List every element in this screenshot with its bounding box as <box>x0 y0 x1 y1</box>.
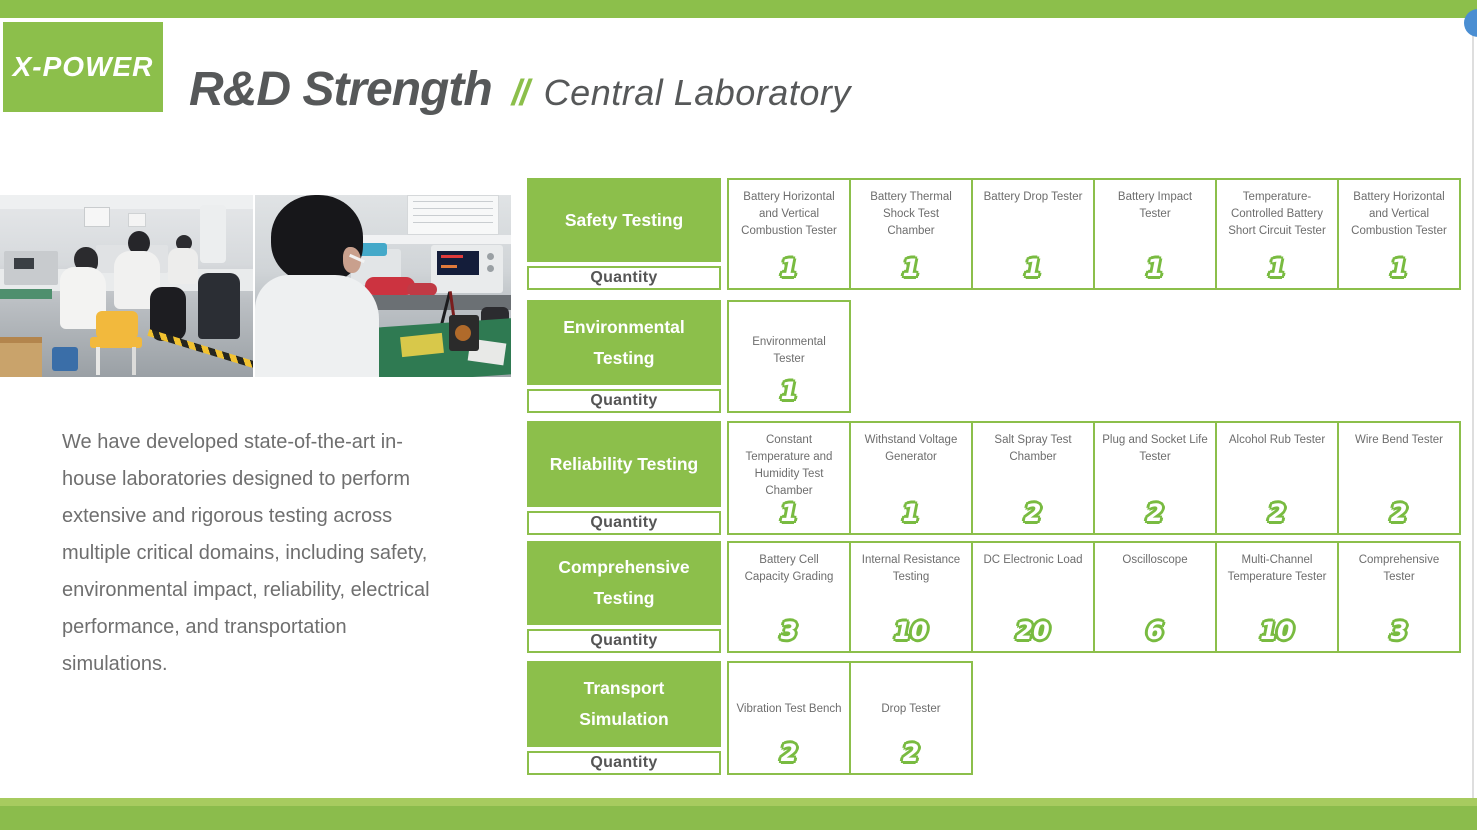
equipment-quantity: 10 <box>1260 617 1294 645</box>
equipment-name: Internal Resistance Testing <box>861 554 961 583</box>
page-subtitle: Central Laboratory <box>543 72 851 113</box>
equipment-quantity: 1 <box>1146 254 1164 282</box>
quantity-label: Quantity <box>590 269 658 286</box>
equipment-quantity: 20 <box>1016 617 1050 645</box>
display-digits <box>441 265 457 268</box>
display-digits <box>441 255 463 258</box>
equipment-quantity: 1 <box>1268 254 1286 282</box>
equipment-name: Alcohol Rub Tester <box>1228 434 1326 446</box>
equipment-name: Environmental Tester <box>752 336 826 365</box>
equipment-name: Oscilloscope <box>1122 554 1188 566</box>
page-header <box>189 62 851 117</box>
blue-bin <box>52 347 78 371</box>
equipment-quantity: 2 <box>1268 499 1286 527</box>
footer-bar-light <box>0 798 1477 806</box>
quantity-header <box>527 266 721 290</box>
equipment-name: Battery Thermal Shock Test Chamber <box>870 191 952 237</box>
yellow-chair-back <box>96 311 138 339</box>
equipment-cell <box>849 661 973 775</box>
equipment-cell <box>849 541 973 653</box>
equipment-name: Withstand Voltage Generator <box>864 434 958 463</box>
equipment-name: Comprehensive Tester <box>1358 554 1440 583</box>
equipment-cell <box>849 421 973 535</box>
quantity-header <box>527 389 721 413</box>
category-label: Environmental Testing <box>563 316 685 368</box>
category-label: Comprehensive Testing <box>558 557 690 608</box>
equipment-cell <box>1215 178 1339 290</box>
equipment-quantity: 2 <box>780 739 798 767</box>
brand-logo <box>3 22 163 112</box>
equipment-quantity: 2 <box>1024 499 1042 527</box>
equipment-quantity: 10 <box>894 617 928 645</box>
equipment-cell <box>727 421 851 535</box>
cardboard-box <box>0 337 42 377</box>
quantity-label: Quantity <box>590 632 658 649</box>
quantity-header <box>527 629 721 653</box>
copper-coil <box>455 325 471 341</box>
chair-leg <box>132 347 136 375</box>
wall-poster <box>128 213 146 227</box>
top-green-bar <box>0 0 1477 18</box>
equipment-name: Plug and Socket Life Tester <box>1102 434 1208 463</box>
equipment-cell <box>1215 421 1339 535</box>
equipment-quantity: 1 <box>902 254 920 282</box>
equipment-quantity: 1 <box>780 254 798 282</box>
table-row-transport <box>527 661 973 775</box>
title-slashes: // <box>511 72 528 113</box>
equipment-cell <box>1093 421 1217 535</box>
wall-poster <box>84 207 110 227</box>
quantity-header <box>527 511 721 535</box>
category-label: Transport Simulation <box>579 678 669 729</box>
category-label: Reliability Testing <box>549 453 699 474</box>
quantity-label: Quantity <box>590 392 658 409</box>
equipment-cell <box>971 178 1095 290</box>
equipment-name: Constant Temperature and Humidity Test Chamber <box>745 434 833 497</box>
equipment-cell <box>727 178 851 290</box>
equipment-name: Temperature-Controlled Battery Short Circuit Tester <box>1228 191 1326 237</box>
equipment-name: Battery Drop Tester <box>983 191 1083 203</box>
category-reliability-testing <box>527 421 721 507</box>
equipment-cell <box>1093 541 1217 653</box>
equipment-name: Battery Horizontal and Vertical Combustion Tester <box>1351 191 1447 237</box>
table-row-reliability <box>527 421 1461 535</box>
footer-bar-dark <box>0 806 1477 830</box>
table-row-environmental <box>527 300 851 413</box>
equipment-quantity: 2 <box>1390 499 1408 527</box>
equipment-quantity: 6 <box>1146 617 1164 645</box>
logo-text: X-POWER <box>12 51 154 82</box>
quantity-label: Quantity <box>590 514 658 531</box>
equipment-name: Wire Bend Tester <box>1355 434 1443 446</box>
ac-unit <box>200 205 226 263</box>
quantity-header <box>527 751 721 775</box>
equipment-cell <box>1337 541 1461 653</box>
equipment-cell <box>971 541 1095 653</box>
equipment-cell <box>727 661 851 775</box>
equipment-quantity: 1 <box>1390 254 1408 282</box>
equipment-name: Battery Impact Tester <box>1117 191 1193 220</box>
equipment-quantity: 1 <box>780 377 798 405</box>
equipment-quantity: 3 <box>1390 617 1408 645</box>
category-label: Safety Testing <box>564 209 684 230</box>
equipment-cell <box>849 178 973 290</box>
category-safety-testing <box>527 178 721 262</box>
equipment-quantity: 2 <box>902 739 920 767</box>
lab-photo-right <box>255 195 511 377</box>
instrument-knob <box>487 265 494 272</box>
table-row-safety <box>527 178 1461 290</box>
quantity-label: Quantity <box>590 754 658 771</box>
page-edge-line <box>1472 18 1474 798</box>
office-chair <box>198 273 240 339</box>
instrument-display <box>14 258 34 269</box>
category-environmental-testing <box>527 300 721 385</box>
equipment-cell <box>1337 178 1461 290</box>
equipment-name: DC Electronic Load <box>983 554 1083 566</box>
lab-photo-left <box>0 195 253 377</box>
equipment-cell <box>1093 178 1217 290</box>
equipment-cell <box>971 421 1095 535</box>
intro-paragraph: We have developed state-of-the-art in-house laboratories designed to perform extensive and rigorous testing across multiple critical domains, including safety, environmental impact, reliability, electrical performance, and transportation simulations. <box>62 431 430 675</box>
table-row-comprehensive <box>527 541 1461 653</box>
equipment-cell <box>727 300 851 413</box>
person-coat <box>255 275 379 377</box>
category-transport-simulation <box>527 661 721 747</box>
equipment-name: Drop Tester <box>881 703 941 715</box>
equipment-name: Battery Horizontal and Vertical Combustion Tester <box>741 191 837 237</box>
equipment-name: Battery Cell Capacity Grading <box>744 554 834 583</box>
person-coat <box>168 248 198 284</box>
equipment-name: Salt Spray Test Chamber <box>994 434 1072 463</box>
equipment-quantity: 1 <box>902 499 920 527</box>
wall-chart-lines <box>413 201 493 229</box>
equipment-cell <box>1337 421 1461 535</box>
equipment-cell <box>1215 541 1339 653</box>
equipment-cell <box>727 541 851 653</box>
category-comprehensive-testing <box>527 541 721 625</box>
bench-green-edge <box>0 289 52 299</box>
equipment-name: Multi-Channel Temperature Tester <box>1227 554 1327 583</box>
instrument-knob <box>487 253 494 260</box>
equipment-quantity: 3 <box>780 617 798 645</box>
equipment-quantity: 2 <box>1146 499 1164 527</box>
equipment-quantity: 1 <box>780 499 798 527</box>
page-title: R&D Strength <box>189 63 492 116</box>
equipment-quantity: 1 <box>1024 254 1042 282</box>
equipment-name: Vibration Test Bench <box>736 703 842 715</box>
chair-leg <box>96 347 100 375</box>
